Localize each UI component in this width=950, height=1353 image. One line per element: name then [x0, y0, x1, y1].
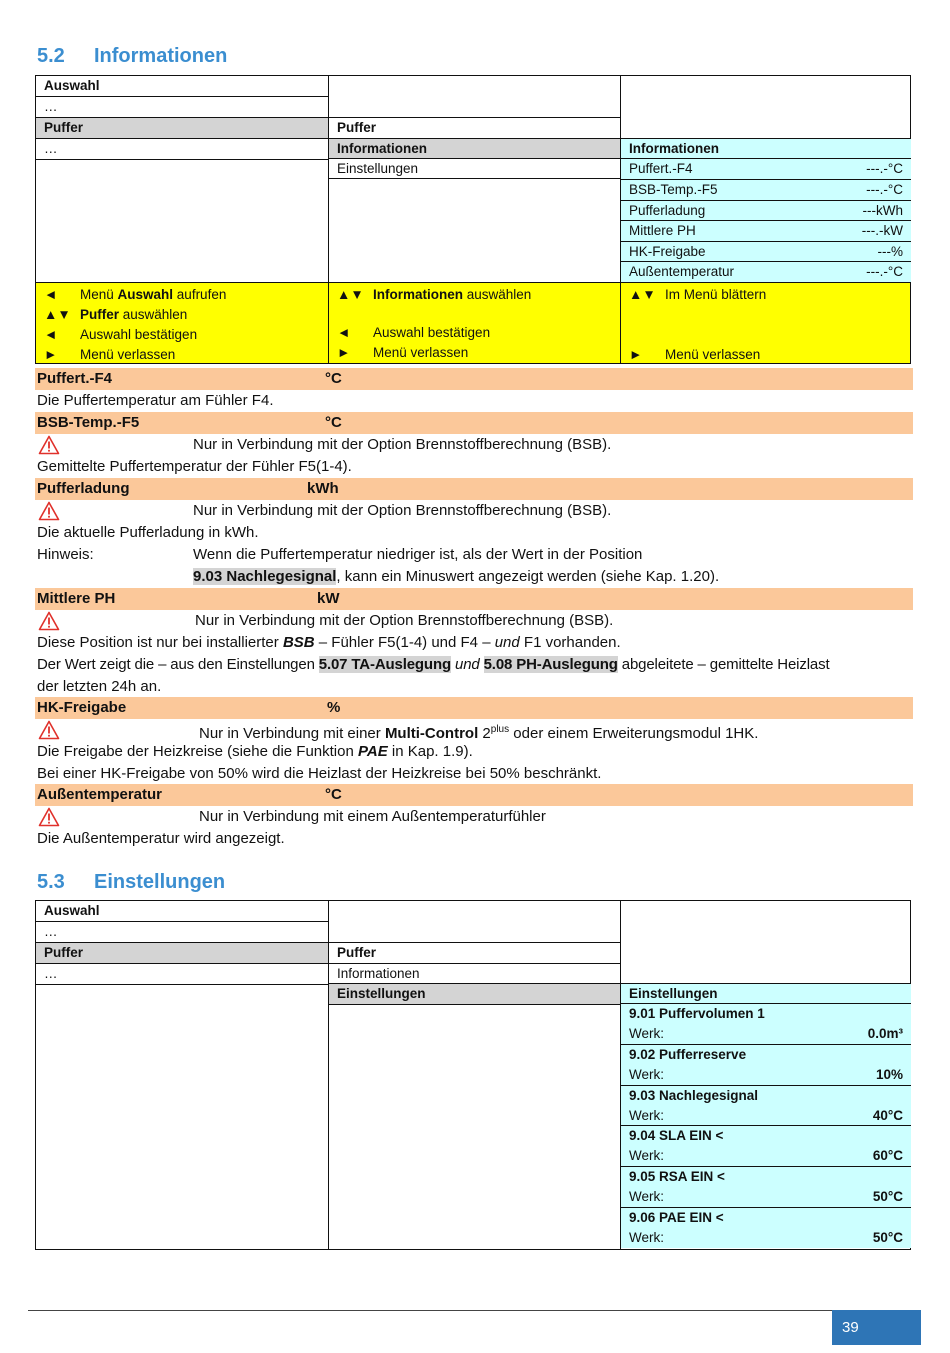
- item-unit: %: [327, 699, 341, 716]
- warning-icon: [38, 807, 60, 827]
- param-value: 40°C: [872, 1108, 903, 1123]
- arrow-left-icon: ◄: [337, 325, 351, 340]
- param-value: 60°C: [872, 1148, 903, 1163]
- menu-cell-puffer-selected: Puffer: [36, 942, 328, 964]
- section-title: Informationen: [94, 45, 228, 67]
- menu-cell-dots: …: [44, 924, 58, 939]
- info-label: Mittlere PH: [629, 223, 696, 238]
- info-row: [621, 180, 911, 201]
- item-name: Puffert.-F4: [37, 370, 112, 387]
- arrow-left-icon: ◄: [44, 327, 58, 342]
- param-title: 9.04 SLA EIN <: [629, 1128, 724, 1143]
- warning-text: Nur in Verbindung mit der Option Brennstoffberechnung (BSB).: [193, 436, 612, 453]
- param-label: Werk:: [629, 1067, 665, 1082]
- item-description: Der Wert zeigt die – aus den Einstellungen 5.07 TA-Auslegung und 5.08 PH-Auslegung abgeleitete – gemittelte Heizlast: [37, 656, 830, 673]
- item-name: Außentemperatur: [37, 786, 163, 803]
- warning-text: Nur in Verbindung mit einem Außentemperaturfühler: [199, 808, 546, 825]
- item-unit: kWh: [307, 480, 339, 497]
- param-value: 0.0m³: [867, 1026, 903, 1041]
- highlighted-reference: 5.07 TA-Auslegung: [318, 656, 451, 673]
- info-label: BSB-Temp.-F5: [629, 182, 718, 197]
- menu-column-1: [36, 901, 328, 1249]
- menu-cell-auswahl: Auswahl: [36, 76, 328, 97]
- item-name: HK-Freigabe: [37, 699, 127, 716]
- item-unit: °C: [325, 370, 342, 387]
- info-label: Pufferladung: [629, 203, 706, 218]
- menu-cell-dots: …: [44, 966, 58, 981]
- arrow-right-icon: ►: [337, 345, 351, 360]
- info-row: [621, 242, 911, 262]
- param-title: 9.03 Nachlegesignal: [629, 1088, 759, 1103]
- warning-icon: [38, 435, 60, 455]
- nav-help-column-2: ▲▼ Informationen auswählen ◄ Auswahl bestätigen ► Menü verlassen: [328, 283, 620, 363]
- highlighted-reference: 9.03 Nachlegesignal: [193, 568, 337, 585]
- item-band-puffert-f4: [35, 368, 913, 390]
- warning-icon: [38, 611, 60, 631]
- item-band-pufferladung: [35, 478, 913, 500]
- item-description: Die Freigabe der Heizkreise (siehe die Funktion PAE in Kap. 1.9).: [37, 743, 473, 760]
- menu-cell-puffer-selected: Puffer: [36, 117, 328, 139]
- settings-header: Einstellungen: [621, 983, 911, 1004]
- menu-cell-einstellungen-selected: Einstellungen: [329, 984, 621, 1005]
- settings-param: [621, 1004, 911, 1045]
- menu-cell-auswahl: Auswahl: [36, 901, 328, 922]
- info-value: ---.-°C: [866, 161, 903, 176]
- info-value: ---.-kW: [861, 223, 903, 238]
- item-description: Bei einer HK-Freigabe von 50% wird die Heizlast der Heizkreise bei 50% beschränkt.: [37, 765, 602, 782]
- settings-param: [621, 1208, 911, 1248]
- info-row: [621, 262, 911, 282]
- info-value: ---kWh: [862, 203, 903, 218]
- warning-text: Nur in Verbindung mit einer Multi-Control $2^{plus}$ oder einem Erweiterungsmodul 1HK.: [199, 724, 759, 742]
- item-name: Pufferladung: [37, 480, 130, 497]
- hint-text: Wenn die Puffertemperatur niedriger ist, als der Wert in der Position 9.03 Nachlegesignal, kann ein Minuswert angezeigt werden (siehe Kap. 1.20).: [193, 546, 720, 585]
- arrow-right-icon: ►: [44, 347, 58, 362]
- footer-rule: [28, 1310, 833, 1311]
- menu-cell-dots: …: [44, 99, 58, 114]
- info-value: ---.-°C: [866, 182, 903, 197]
- param-title: 9.01 Puffervolumen 1: [629, 1006, 765, 1021]
- item-description: Die aktuelle Pufferladung in kWh.: [37, 524, 259, 541]
- arrow-up-down-icon: ▲▼: [44, 307, 71, 322]
- info-value: ---.-°C: [866, 264, 903, 279]
- section-heading-5-3: [37, 871, 225, 894]
- nav-help-column-1: ◄ Menü Auswahl aufrufen ▲▼ Puffer auswählen ◄ Auswahl bestätigen ► Menü verlassen: [36, 283, 328, 367]
- menu-cell-puffer: Puffer: [329, 942, 621, 964]
- param-title: 9.05 RSA EIN <: [629, 1169, 725, 1184]
- info-row: [621, 159, 911, 180]
- menu-cell-einstellungen: Einstellungen: [329, 159, 621, 179]
- warning-text: Nur in Verbindung mit der Option Brennstoffberechnung (BSB).: [193, 502, 612, 519]
- warning-icon: [38, 501, 60, 521]
- param-value: 50°C: [872, 1189, 903, 1204]
- menu-column-3: [620, 901, 911, 1249]
- arrow-left-icon: ◄: [44, 287, 58, 302]
- navigation-help: [36, 282, 910, 363]
- arrow-up-down-icon: ▲▼: [337, 287, 364, 302]
- param-label: Werk:: [629, 1189, 665, 1204]
- item-description: Die Außentemperatur wird angezeigt.: [37, 830, 285, 847]
- param-title: 9.02 Pufferreserve: [629, 1047, 747, 1062]
- menu-cell-informationen: Informationen: [329, 964, 621, 984]
- info-header: Informationen: [621, 138, 911, 159]
- item-description: der letzten 24h an.: [37, 678, 162, 695]
- arrow-right-icon: ►: [629, 347, 643, 362]
- menu-column-2: [328, 901, 621, 1249]
- menu-cell-dots: …: [44, 141, 58, 156]
- item-description: Diese Position ist nur bei installierter BSB – Fühler F5(1-4) und F4 – und F1 vorhanden.: [37, 634, 621, 651]
- settings-param: [621, 1045, 911, 1086]
- menu-cell-informationen-selected: Informationen: [329, 139, 621, 159]
- item-band-mittlere-ph: [35, 588, 913, 610]
- item-description: Die Puffertemperatur am Fühler F4.: [37, 392, 274, 409]
- info-label: Außentemperatur: [629, 264, 735, 279]
- item-name: BSB-Temp.-F5: [37, 414, 140, 431]
- settings-param: [621, 1126, 911, 1167]
- info-row: [621, 221, 911, 242]
- nav-help-column-3: ▲▼ Im Menü blättern ► Menü verlassen: [620, 283, 910, 363]
- arrow-up-down-icon: ▲▼: [629, 287, 656, 302]
- item-band-hk-freigabe: [35, 697, 913, 719]
- hint-label: Hinweis:: [37, 546, 94, 563]
- item-name: Mittlere PH: [37, 590, 116, 607]
- info-row: [621, 201, 911, 221]
- item-band-aussentemperatur: [35, 784, 913, 806]
- item-band-bsb-temp-f5: [35, 412, 913, 434]
- highlighted-reference: 5.08 PH-Auslegung: [483, 656, 618, 673]
- item-unit: °C: [325, 414, 342, 431]
- warning-icon: [38, 720, 60, 740]
- param-value: 50°C: [872, 1230, 903, 1245]
- item-description: Gemittelte Puffertemperatur der Fühler F5(1-4).: [37, 458, 352, 475]
- info-label: Puffert.-F4: [629, 161, 693, 176]
- section-title: Einstellungen: [94, 871, 226, 893]
- menu-table-informationen: [35, 75, 911, 364]
- settings-param: [621, 1086, 911, 1126]
- menu-cell-puffer: Puffer: [329, 117, 621, 139]
- param-label: Werk:: [629, 1148, 665, 1163]
- param-label: Werk:: [629, 1230, 665, 1245]
- info-label: HK-Freigabe: [629, 244, 706, 259]
- item-unit: °C: [325, 786, 342, 803]
- param-label: Werk:: [629, 1108, 665, 1123]
- settings-param: [621, 1167, 911, 1208]
- section-heading-5-2: [37, 45, 227, 68]
- section-number: 5.3: [37, 871, 65, 893]
- section-number: 5.2: [37, 45, 65, 67]
- menu-table-einstellungen: [35, 900, 911, 1250]
- page-number: 39: [832, 1310, 921, 1345]
- param-value: 10%: [875, 1067, 903, 1082]
- warning-text: Nur in Verbindung mit der Option Brennstoffberechnung (BSB).: [195, 612, 614, 629]
- param-label: Werk:: [629, 1026, 665, 1041]
- info-value: ---%: [877, 244, 903, 259]
- item-unit: kW: [317, 590, 340, 607]
- param-title: 9.06 PAE EIN <: [629, 1210, 724, 1225]
